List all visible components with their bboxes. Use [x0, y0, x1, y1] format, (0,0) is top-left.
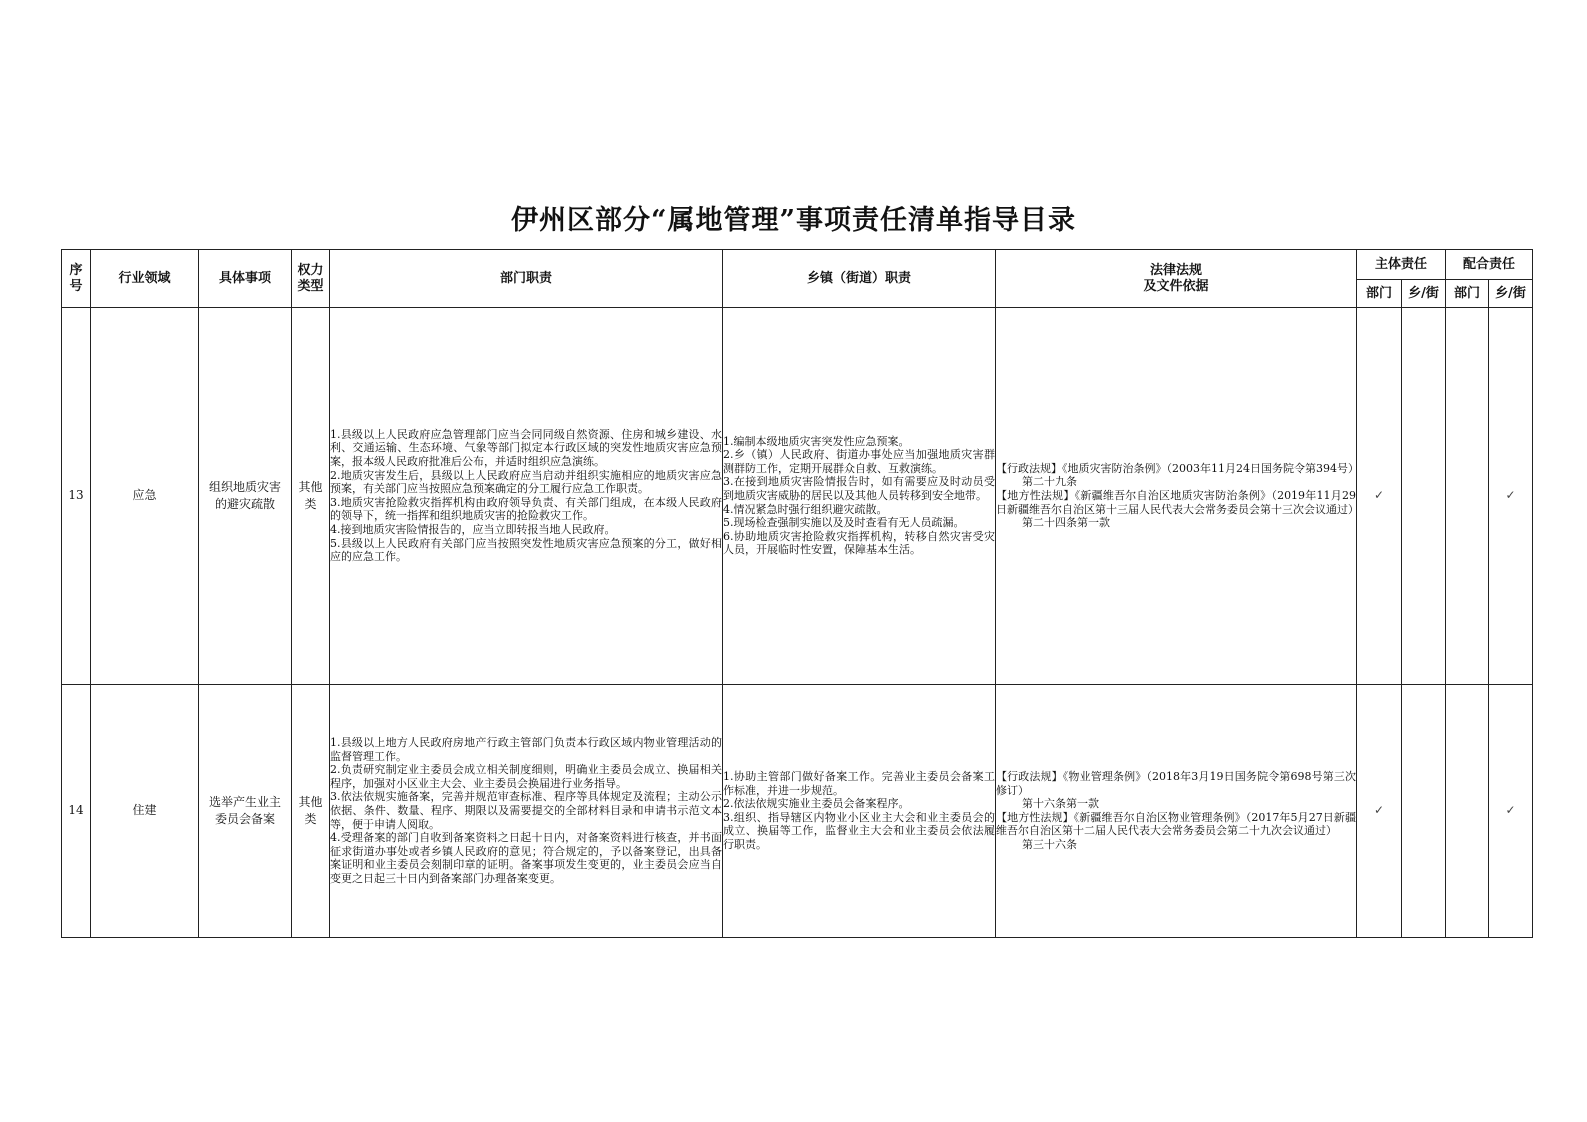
header-law-line1: 法律法规	[1149, 262, 1202, 278]
town-duty-point: 2.依法依规实施业主委员会备案程序。	[723, 797, 910, 811]
coop-town-check-icon: ✓	[1489, 684, 1533, 937]
row-power-line2: 类	[304, 811, 317, 826]
header-coop-town: 乡/街	[1489, 280, 1533, 308]
header-main-resp: 主体责任	[1357, 250, 1446, 280]
town-duty-point: 2.乡（镇）人民政府、街道办事处应当加强地质灾害群测群防工作，定期开展群众自救、互救演练。	[723, 448, 995, 475]
row-power-type	[292, 684, 330, 937]
header-seq-line2: 号	[69, 278, 83, 294]
row-dept-duty	[330, 308, 723, 685]
header-coop-resp: 配合责任	[1446, 250, 1533, 280]
town-duty-point: 4.情况紧急时强行组织避灾疏散。	[723, 502, 888, 516]
row-town-duty	[723, 308, 996, 685]
row-power-type	[292, 308, 330, 685]
law-citation: 【行政法规】《物业管理条例》（2018年3月19日国务院令第698号第三次修订）	[996, 770, 1356, 797]
row-law-basis	[996, 684, 1357, 937]
coop-dept-cell	[1446, 308, 1489, 685]
row-town-duty	[723, 684, 996, 937]
page-title: 伊州区部分“属地管理”事项责任清单指导目录	[510, 205, 1077, 236]
town-duty-point: 1.编制本级地质灾害突发性应急预案。	[723, 434, 910, 448]
dept-duty-point: 3.地质灾害抢险救灾指挥机构由政府领导负责、有关部门组成，在本级人民政府的领导下，统一指挥和组织地质灾害的抢险救灾工作。	[330, 495, 722, 523]
responsibility-table	[61, 249, 1533, 938]
law-article: 第二十九条	[1022, 475, 1077, 489]
header-power-type	[292, 250, 330, 308]
header-dept-duty: 部门职责	[330, 250, 723, 308]
header-power-line1: 权力	[297, 262, 324, 278]
coop-town-check-icon: ✓	[1489, 308, 1533, 685]
dept-duty-point: 2.地质灾害发生后，县级以上人民政府应当启动并组织实施相应的地质灾害应急预案，有关部门应当按照应急预案确定的分工履行应急工作职责。	[330, 468, 722, 496]
main-town-cell	[1402, 308, 1446, 685]
row-power-line1: 其他	[298, 794, 323, 809]
header-field: 行业领域	[91, 250, 199, 308]
row-dept-duty	[330, 684, 723, 937]
law-article: 第二十四条第一款	[1022, 516, 1110, 530]
law-citation: 【地方性法规】《新疆维吾尔自治区地质灾害防治条例》（2019年11月29日新疆维吾尔自治区第十三届人民代表大会常务委员会第十三次会议通过）	[996, 489, 1359, 516]
row-law-basis	[996, 308, 1357, 685]
dept-duty-point: 3.依法依规实施备案，完善并规范审查标准、程序等具体规定及流程；主动公示依据、条件、数量、程序、期限以及需要提交的全部材料目录和申请书示范文本等，便于申请人阅取。	[330, 790, 722, 831]
row-power-line2: 类	[304, 496, 317, 511]
row-item-text: 选举产生业主委员会备案	[208, 794, 281, 826]
town-duty-point: 3.在接到地质灾害险情报告时，如有需要应及时动员受到地质灾害威胁的居民以及其他人员转移到安全地带。	[723, 475, 995, 502]
coop-dept-cell	[1446, 684, 1489, 937]
row-item	[199, 308, 292, 685]
main-dept-check-icon: ✓	[1357, 684, 1402, 937]
law-citation: 【行政法规】《地质灾害防治条例》（2003年11月24日国务院令第394号）	[996, 461, 1359, 475]
row-power-line1: 其他	[298, 479, 323, 494]
header-coop-dept: 部门	[1446, 280, 1489, 308]
header-seq-line1: 序	[69, 262, 83, 278]
dept-duty-point: 1.县级以上地方人民政府房地产行政主管部门负责本行政区域内物业管理活动的监督管理工作。	[330, 736, 722, 763]
town-duty-point: 6.协助地质灾害抢险救灾指挥机构，转移自然灾害受灾人员，开展临时性安置，保障基本生活。	[723, 529, 995, 557]
header-law	[996, 250, 1357, 308]
header-power-line2: 类型	[297, 278, 324, 294]
row-item-text: 组织地质灾害的避灾疏散	[208, 479, 281, 511]
town-duty-point: 5.现场检查强制实施以及及时查看有无人员疏漏。	[723, 516, 965, 530]
law-citation: 【地方性法规】《新疆维吾尔自治区物业管理条例》（2017年5月27日新疆维吾尔自治区第十二届人民代表大会常务委员会第二十九次会议通过）	[996, 810, 1356, 838]
law-article: 第三十六条	[1022, 837, 1077, 851]
header-item: 具体事项	[199, 250, 292, 308]
table-row	[62, 308, 1533, 685]
main-dept-check-icon: ✓	[1357, 308, 1402, 685]
row-field: 应急	[91, 308, 199, 685]
header-law-line2: 及文件依据	[1143, 278, 1209, 294]
dept-duty-point: 5.县级以上人民政府有关部门应当按照突发性地质灾害应急预案的分工，做好相应的应急工作。	[330, 536, 722, 564]
dept-duty-point: 4.接到地质灾害险情报告的，应当立即转报当地人民政府。	[330, 522, 616, 536]
header-main-dept: 部门	[1357, 280, 1402, 308]
row-seq: 13	[62, 308, 91, 685]
town-duty-point: 3.组织、指导辖区内物业小区业主大会和业主委员会的成立、换届等工作，监督业主大会和业主委员会依法履行职责。	[723, 810, 995, 851]
dept-duty-point: 2.负责研究制定业主委员会成立相关制度细则，明确业主委员会成立、换届相关程序，加强对小区业主大会、业主委员会换届进行业务指导。	[330, 763, 722, 790]
town-duty-point: 1.协助主管部门做好备案工作。完善业主委员会备案工作标准，并进一步规范。	[723, 770, 995, 797]
header-seq	[62, 250, 91, 308]
header-main-town: 乡/街	[1402, 280, 1446, 308]
main-town-cell	[1402, 684, 1446, 937]
row-seq: 14	[62, 684, 91, 937]
law-article: 第十六条第一款	[1022, 797, 1099, 811]
header-town-duty: 乡镇（街道）职责	[723, 250, 996, 308]
header-row	[62, 250, 1533, 280]
row-field: 住建	[91, 684, 199, 937]
dept-duty-point: 1.县级以上人民政府应急管理部门应当会同同级自然资源、住房和城乡建设、水利、交通运输、生态环境、气象等部门拟定本行政区域的突发性地质灾害应急预案，报本级人民政府批准后公布，并适时组织应急演练。	[330, 427, 722, 469]
dept-duty-point: 4.受理备案的部门自收到备案资料之日起十日内，对备案资料进行核查，并书面征求街道办事处或者乡镇人民政府的意见；符合规定的，予以备案登记，出具备案证明和业主委员会刻制印章的证明。备案事项发生变更的，业主委员会应当自变更之日起三十日内到备案部门办理备案变更。	[330, 831, 722, 885]
table-row	[62, 684, 1533, 937]
row-item	[199, 684, 292, 937]
